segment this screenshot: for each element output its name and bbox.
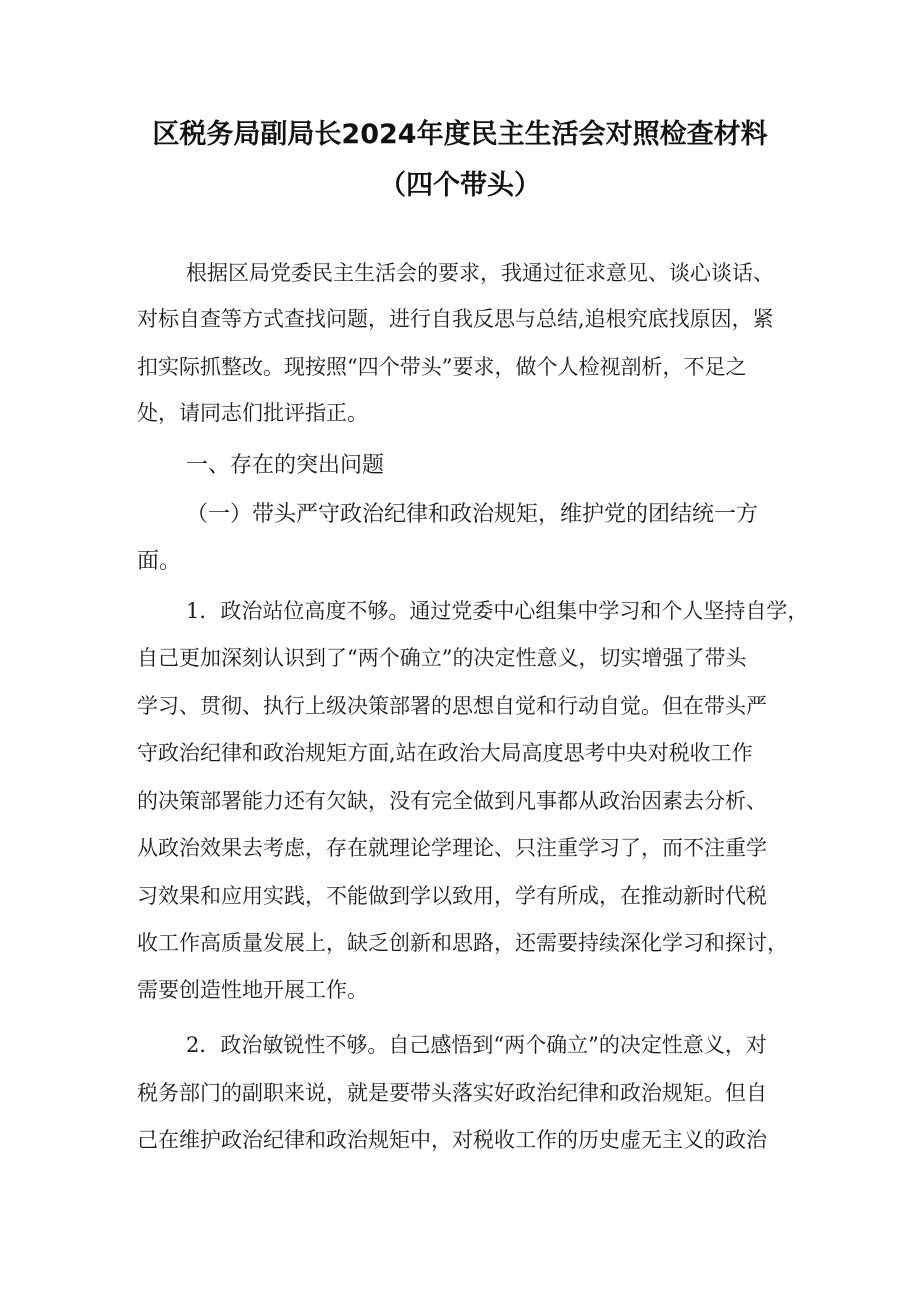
intro-line: 对标自查等方式查找问题，进行自我反思与总结,追根究底找原因，紧 <box>137 307 774 331</box>
intro-line: 根据区局党委民主生活会的要求，我通过征求意见、谈心谈话、 <box>186 261 774 285</box>
document-title: 区税务局副局长2024年度民主生活会对照检查材料 <box>152 119 768 150</box>
item1-line: 习效果和应用实践，不能做到学以致用，学有所成，在推动新时代税 <box>137 884 767 908</box>
item1-line: 守政治纪律和政治规矩方面,站在政治大局高度思考中央对税收工作 <box>137 741 753 765</box>
item1-line: 收工作高质量发展上，缺乏创新和思路，还需要持续深化学习和探讨， <box>137 931 788 955</box>
subsection-heading: （一）带头严守政治纪律和政治规矩，维护党的团结统一方 <box>186 502 759 527</box>
document-subtitle: （四个带头） <box>379 170 541 201</box>
section-heading: 一、存在的突出问题 <box>186 453 385 478</box>
intro-line: 处，请同志们批评指正。 <box>137 401 368 425</box>
item2-line: 己在维护政治纪律和政治规矩中，对税收工作的历史虚无主义的政治 <box>137 1128 767 1152</box>
item1-line: 自己更加深刻认识到了“两个确立”的决定性意义，切实增强了带头 <box>137 646 747 670</box>
item2-line: 2．政治敏锐性不够。自己感悟到“两个确立”的决定性意义，对 <box>186 1033 767 1057</box>
item2-line: 税务部门的副职来说，就是要带头落实好政治纪律和政治规矩。但自 <box>137 1081 767 1105</box>
intro-line: 扣实际抓整改。现按照“四个带头”要求，做个人检视剖析，不足之 <box>137 355 747 379</box>
item1-line: 1．政治站位高度不够。通过党委中心组集中学习和个人坚持自学， <box>186 599 809 623</box>
item1-line: 需要创造性地开展工作。 <box>137 978 368 1002</box>
subsection-heading: 面。 <box>137 549 182 574</box>
item1-line: 的决策部署能力还有欠缺，没有完全做到凡事都从政治因素去分析、 <box>137 789 767 813</box>
item1-line: 学习、贯彻、执行上级决策部署的思想自觉和行动自觉。但在带头严 <box>137 694 767 718</box>
item1-line: 从政治效果去考虑，存在就理论学理论、只注重学习了，而不注重学 <box>137 836 767 860</box>
